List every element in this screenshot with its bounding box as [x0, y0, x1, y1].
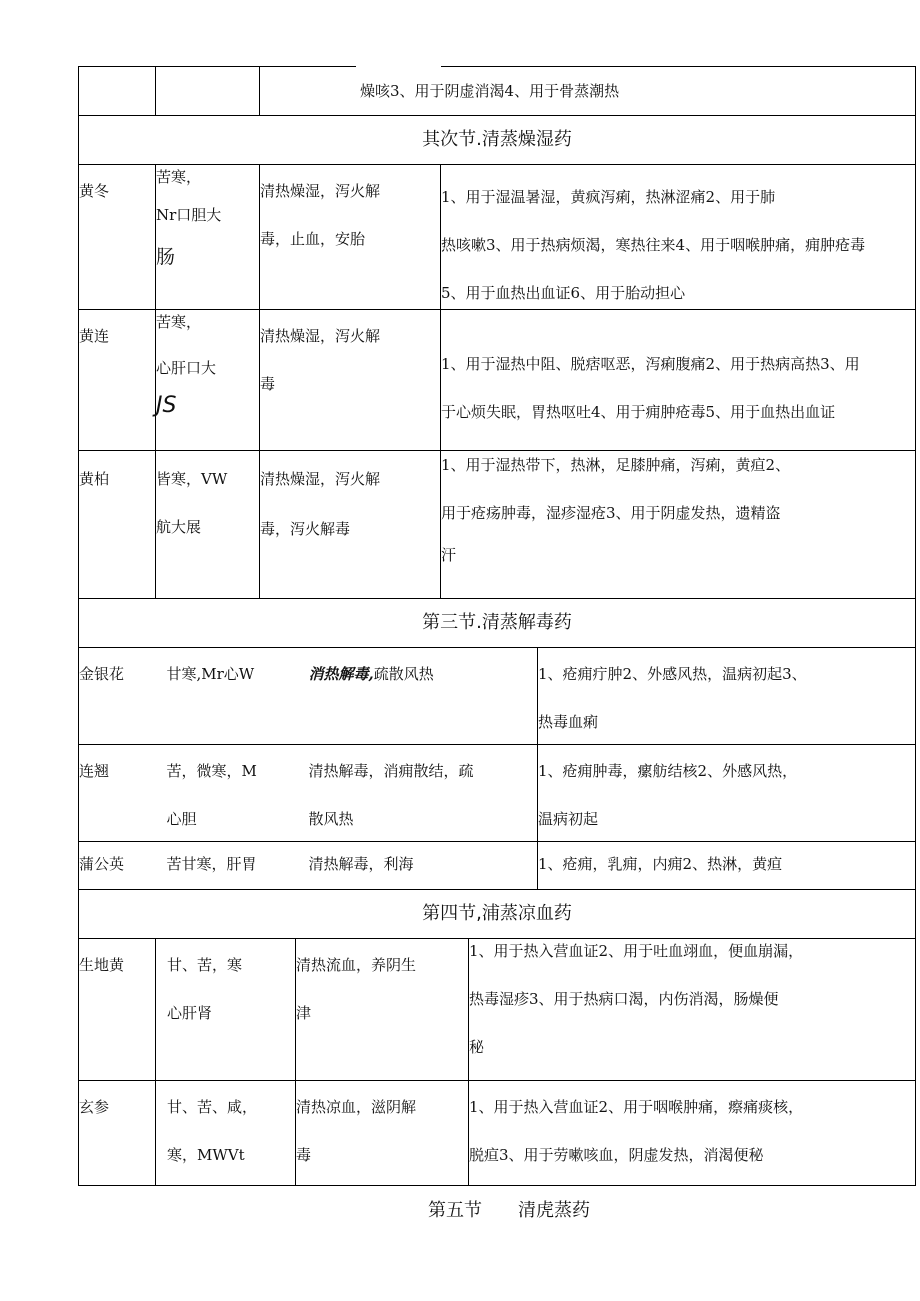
- herb-name: 黄冬: [79, 165, 156, 310]
- herb-indications: 1、用于湿温暑湿，黄疯泻痢，热淋涩痛2、用于肺 热咳嗽3、用于热病烦渴，寒热往来4、用于咽喉肿痛，痈肿疮毒 5、用于血热出血证6、用于胎动担心: [441, 165, 916, 310]
- table-row: [79, 1081, 916, 1186]
- herb-indications: 1、疮痈疔肿2、外感风热，温病初起3、 热毒血痢: [538, 648, 916, 745]
- table-row: [79, 67, 916, 116]
- herb-properties: 苦寒， Nr口胆大 肠: [156, 165, 260, 310]
- section-heading-row: [79, 116, 916, 165]
- herb-name: 黄连: [79, 310, 156, 451]
- herb-effects: 清热流血，养阴生 津: [296, 939, 469, 1081]
- herb-effects: 清热凉血，滋阴解 毒: [296, 1081, 469, 1186]
- table-row: [79, 451, 916, 599]
- herb-effects: 清热燥湿，泻火解 毒: [260, 310, 441, 451]
- indications-text: 燥咳3、用于阴虚消渴4、用于骨蒸潮热: [360, 82, 620, 100]
- herb-name: 生地黄: [79, 939, 156, 1081]
- herb-effects: 清热解毒，消痈散结，疏 散风热: [296, 745, 538, 842]
- table-row: [79, 165, 916, 310]
- section-5-title: 第五节 清虎蒸药: [428, 1200, 590, 1221]
- herb-effects: 清热燥湿，泻火解 毒，止血，安胎: [260, 165, 441, 310]
- herb-properties: 甘、苦，寒 心肝肾: [156, 939, 296, 1081]
- herb-indications: 1、用于湿热带下，热淋，足膝肿痛，泻痢，黄疸2、 用于疮疡肿毒，湿疹湿疮3、用于阴虚发热，遗精盗 汗: [441, 451, 916, 599]
- herb-name: 金银花: [79, 648, 156, 745]
- herb-indications: 1、用于湿热中阻、脱痞呕恶，泻痢腹痛2、用于热病高热3、用 于心烦失眠，胃热呕吐4、用于痈肿疮毒5、用于血热出血证: [441, 310, 916, 451]
- herb-indications: 1、用于热入营血证2、用于咽喉肿痛，瘵痛痰核， 脱疸3、用于劳嗽咳血，阴虚发热，消渴便秘: [469, 1081, 916, 1186]
- table-section-2: [78, 66, 916, 599]
- section-heading-row: [79, 599, 916, 648]
- table-row: [79, 310, 916, 451]
- herb-properties: 皆寒，VW 航大展: [156, 451, 260, 599]
- section-heading-row: [79, 890, 916, 939]
- herb-indications: 1、疮痈，乳痈，内痈2、热淋，黄疸: [538, 842, 916, 890]
- herb-name: 蒲公英: [79, 842, 156, 890]
- herb-effects: 清热解毒，利海: [296, 842, 538, 890]
- herb-effects: 消热解毒,疏散风热: [296, 648, 538, 745]
- table-row: [79, 842, 916, 890]
- table-section-4: [78, 889, 916, 1186]
- section-title: 第四节,浦蒸凉血药: [79, 890, 916, 939]
- herb-properties: 苦寒， 心肝口大 JS: [156, 310, 260, 451]
- herb-properties: 苦甘寒，肝胃: [156, 842, 296, 890]
- herb-indications: 1、疮痈肿毒，瘰舫结核2、外感风热， 温病初起: [538, 745, 916, 842]
- herb-properties: 甘、苦、咸， 寒，MWVt: [156, 1081, 296, 1186]
- table-row: [79, 648, 916, 745]
- table-section-3: [78, 598, 916, 890]
- herb-properties: 苦，微寒，M 心胆: [156, 745, 296, 842]
- table-row: [79, 939, 916, 1081]
- table-row: [79, 745, 916, 842]
- section-title: 其次节.清蒸燥湿药: [79, 116, 916, 165]
- herb-name: 玄参: [79, 1081, 156, 1186]
- herb-indications: 1、用于热入营血证2、用于吐血翊血，便血崩漏， 热毒湿疹3、用于热病口渴，内伤消渴，肠燥便 秘: [469, 939, 916, 1081]
- herb-table-page: [78, 66, 915, 1186]
- herb-name: 黄柏: [79, 451, 156, 599]
- herb-properties: 甘寒,Mr心W: [156, 648, 296, 745]
- herb-name: 连翘: [79, 745, 156, 842]
- section-title: 第三节.清蒸解毒药: [79, 599, 916, 648]
- herb-effects: 清热燥湿，泻火解 毒，泻火解毒: [260, 451, 441, 599]
